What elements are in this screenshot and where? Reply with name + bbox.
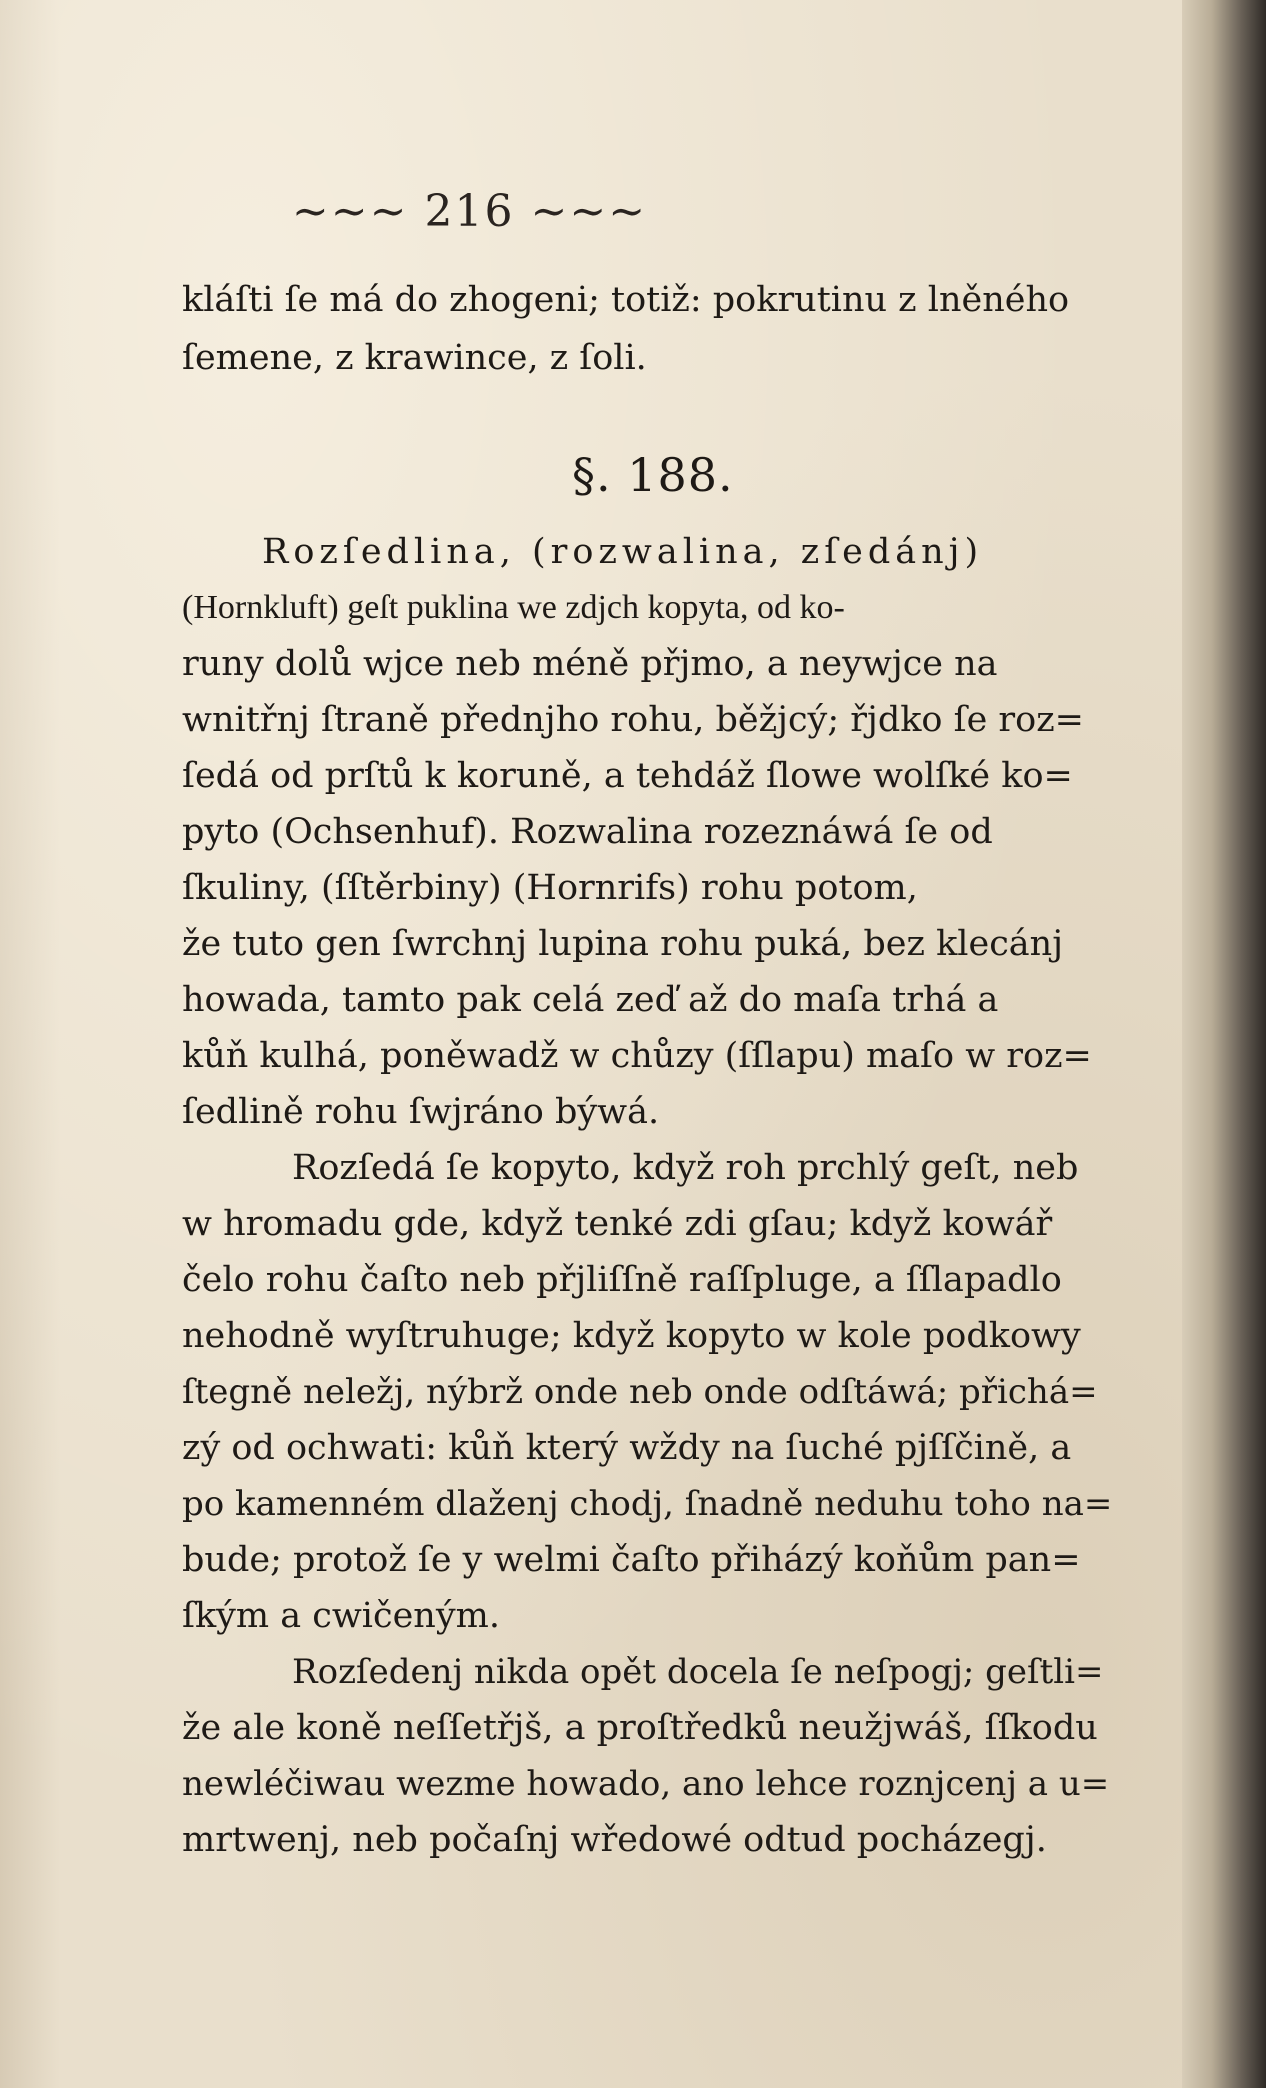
text-line: kláſti ſe má do zhogeni; totiž: pokrutinu z lněného	[182, 280, 1070, 320]
text-line: ſedá od prſtů k koruně, a tehdáž ſlowe wolſké ko=	[182, 756, 1073, 796]
text-line: čelo rohu čaſto neb přjliſſně raſſpluge, a ſſlapadlo	[182, 1260, 1062, 1300]
text-line: ſkuliny, (ſſtěrbiny) (Hornrifs) rohu potom,	[182, 868, 918, 908]
page-edge-shadow	[1182, 0, 1266, 2088]
text-line: w hromadu gde, když tenké zdi gſau; když kowář	[182, 1204, 1053, 1244]
text-line: nehodně wyſtruhuge; když kopyto w kole podkowy	[182, 1316, 1081, 1356]
text-line: runy dolů wjce neb méně přjmo, a neywjce na	[182, 644, 998, 684]
section-heading: §. 188.	[572, 448, 734, 502]
text-line: zý od ochwati: kůň který wždy na ſuché pjſſčině, a	[182, 1428, 1072, 1468]
text-line: kůň kulhá, poněwadž w chůzy (ſſlapu) maſo w roz=	[182, 1036, 1092, 1076]
text-line: po kamenném dlaženj chodj, ſnadně neduhu toho na=	[182, 1484, 1113, 1524]
text-line: pyto (Ochsenhuf). Rozwalina rozeznáwá ſe od	[182, 812, 993, 852]
text-line: wnitřnj ſtraně přednjho rohu, běžjcý; řjdko ſe roz=	[182, 700, 1084, 740]
text-line: ſkým a cwičeným.	[182, 1596, 500, 1636]
text-line: ſemene, z krawince, z ſoli.	[182, 338, 647, 378]
text-line: (Hornkluft) geſt puklina we zdjch kopyta, od ko-	[182, 589, 845, 626]
text-line: že ale koně neſſetřjš, a proſtředků neužjwáš, ſſkodu	[182, 1708, 1098, 1748]
text-line: newléčiwau wezme howado, ano lehce roznjcenj a u=	[182, 1764, 1110, 1804]
text-line: mrtwenj, neb počaſnj wředowé odtud pocházegj.	[182, 1820, 1047, 1860]
text-line: ſtegně neležj, nýbrž onde neb onde odſtáwá; přichá=	[182, 1372, 1098, 1412]
text-line: Rozſedá ſe kopyto, když roh prchlý geſt, neb	[292, 1148, 1079, 1188]
text-line: howada, tamto pak celá zeď až do maſa trhá a	[182, 980, 999, 1020]
text-line: bude; protož ſe y welmi čaſto přiházý koňům pan=	[182, 1540, 1081, 1580]
text-line: ſedlině rohu ſwjráno býwá.	[182, 1092, 660, 1132]
text-line: že tuto gen ſwrchnj lupina rohu puká, bez klecánj	[182, 924, 1064, 964]
page-number-header: ~~~ 216 ~~~	[291, 186, 648, 237]
text-line: Rozſedlina, (rozwalina, zſedánj)	[262, 532, 984, 572]
text-line: Rozſedenj nikda opět docela ſe neſpogj; geſtli=	[292, 1652, 1104, 1692]
